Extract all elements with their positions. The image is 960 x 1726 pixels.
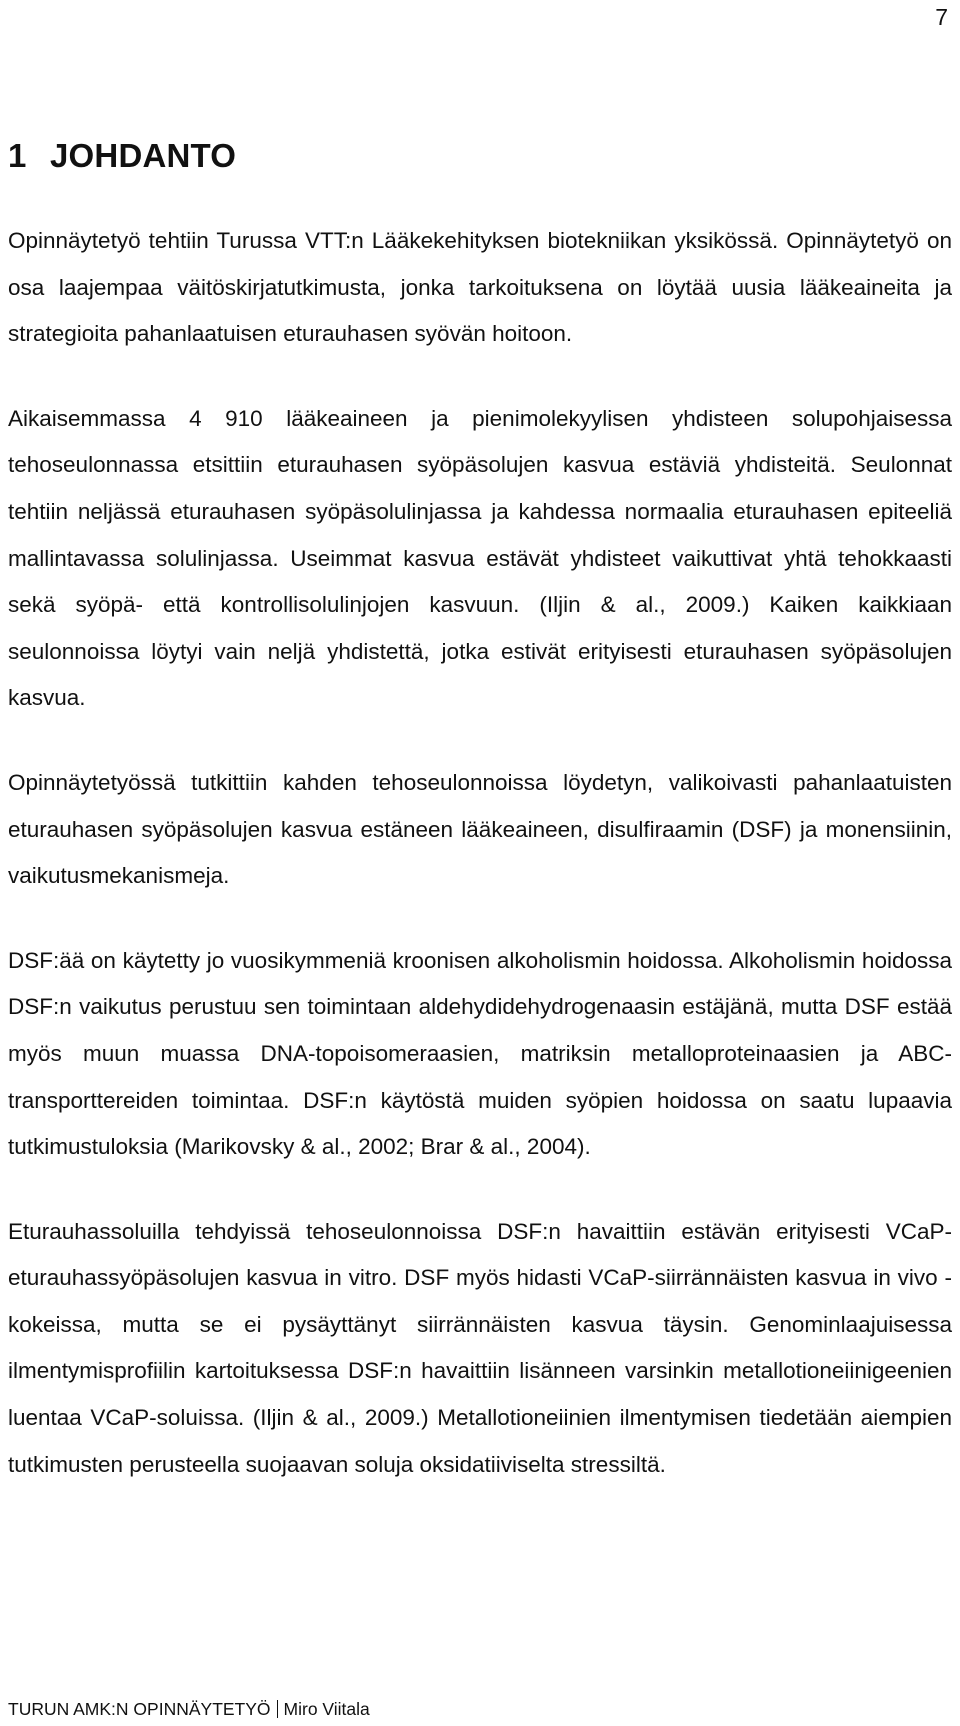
footer-author: Miro Viitala <box>283 1699 370 1719</box>
page-number: 7 <box>935 4 948 30</box>
paragraph: Opinnäytetyössä tutkittiin kahden tehoseulonnoissa löydetyn, valikoivasti pahanlaatuisten eturauhasen syöpäsolujen kasvua estäneen lääkeaineen, disulfiraamin (DSF) ja monensiinin, vaikutusmekanismeja. <box>8 769 952 889</box>
chapter-title-text: JOHDANTO <box>50 137 237 174</box>
body-text <box>8 218 952 1526</box>
footer <box>8 1698 370 1720</box>
chapter-title <box>8 136 236 176</box>
paragraph: Aikaisemmassa 4 910 lääkeaineen ja pienimolekyylisen yhdisteen solupohjaisessa tehoseulonnassa etsittiin eturauhasen syöpäsolujen kasvua estäviä yhdisteitä. Seulonnat tehtiin neljässä eturauhasen syöpäsolulinjassa ja kahdessa normaalia eturauhasen epiteeliä mallintavassa solulinjassa. Useimmat kasvua estävät yhdisteet vaikuttivat yhtä tehokkaasti sekä syöpä- että kontrollisolulinjojen kasvuun. (Iljin & al., 2009.) Kaiken kaikkiaan seulonnoissa löytyi vain neljä yhdistettä, jotka estivät erityisesti eturauhasen syöpäsolujen kasvua. <box>8 405 952 711</box>
paragraph: Eturauhassoluilla tehdyissä tehoseulonnoissa DSF:n havaittiin estävän erityisesti VCaP-eturauhassyöpäsolujen kasvua in vitro. DSF myös hidasti VCaP-siirrännäisten kasvua in vivo -kokeissa, mutta se ei pysäyttänyt siirrännäisten kasvua täysin. Genominlaajuisessa ilmentymisprofiilin kartoituksessa DSF:n havaittiin lisänneen varsinkin metallotioneiinigeenien luentaa VCaP-soluissa. (Iljin & al., 2009.) Metallotioneiinien ilmentymisen tiedetään aiempien tutkimusten perusteella suojaavan soluja oksidatiiviselta stressiltä. <box>8 1218 952 1477</box>
paragraph: DSF:ää on käytetty jo vuosikymmeniä kroonisen alkoholismin hoidossa. Alkoholismin hoidossa DSF:n vaikutus perustuu sen toimintaan aldehydidehydrogenaasin estäjänä, mutta DSF estää myös muun muassa DNA-topoisomeraasien, matriksin metalloproteinaasien ja ABC-transporttereiden toimintaa. DSF:n käytöstä muiden syöpien hoidossa on saatu lupaavia tutkimustuloksia (Marikovsky & al., 2002; Brar & al., 2004). <box>8 947 952 1160</box>
footer-separator <box>277 1700 278 1718</box>
chapter-number: 1 <box>8 137 27 174</box>
footer-institution: TURUN AMK:N OPINNÄYTETYÖ <box>8 1699 271 1719</box>
paragraph: Opinnäytetyö tehtiin Turussa VTT:n Lääkekehityksen biotekniikan yksikössä. Opinnäytetyö on osa laajempaa väitöskirjatutkimusta, jonka tarkoituksena on löytää uusia lääkeaineita ja strategioita pahanlaatuisen eturauhasen syövän hoitoon. <box>8 228 952 347</box>
